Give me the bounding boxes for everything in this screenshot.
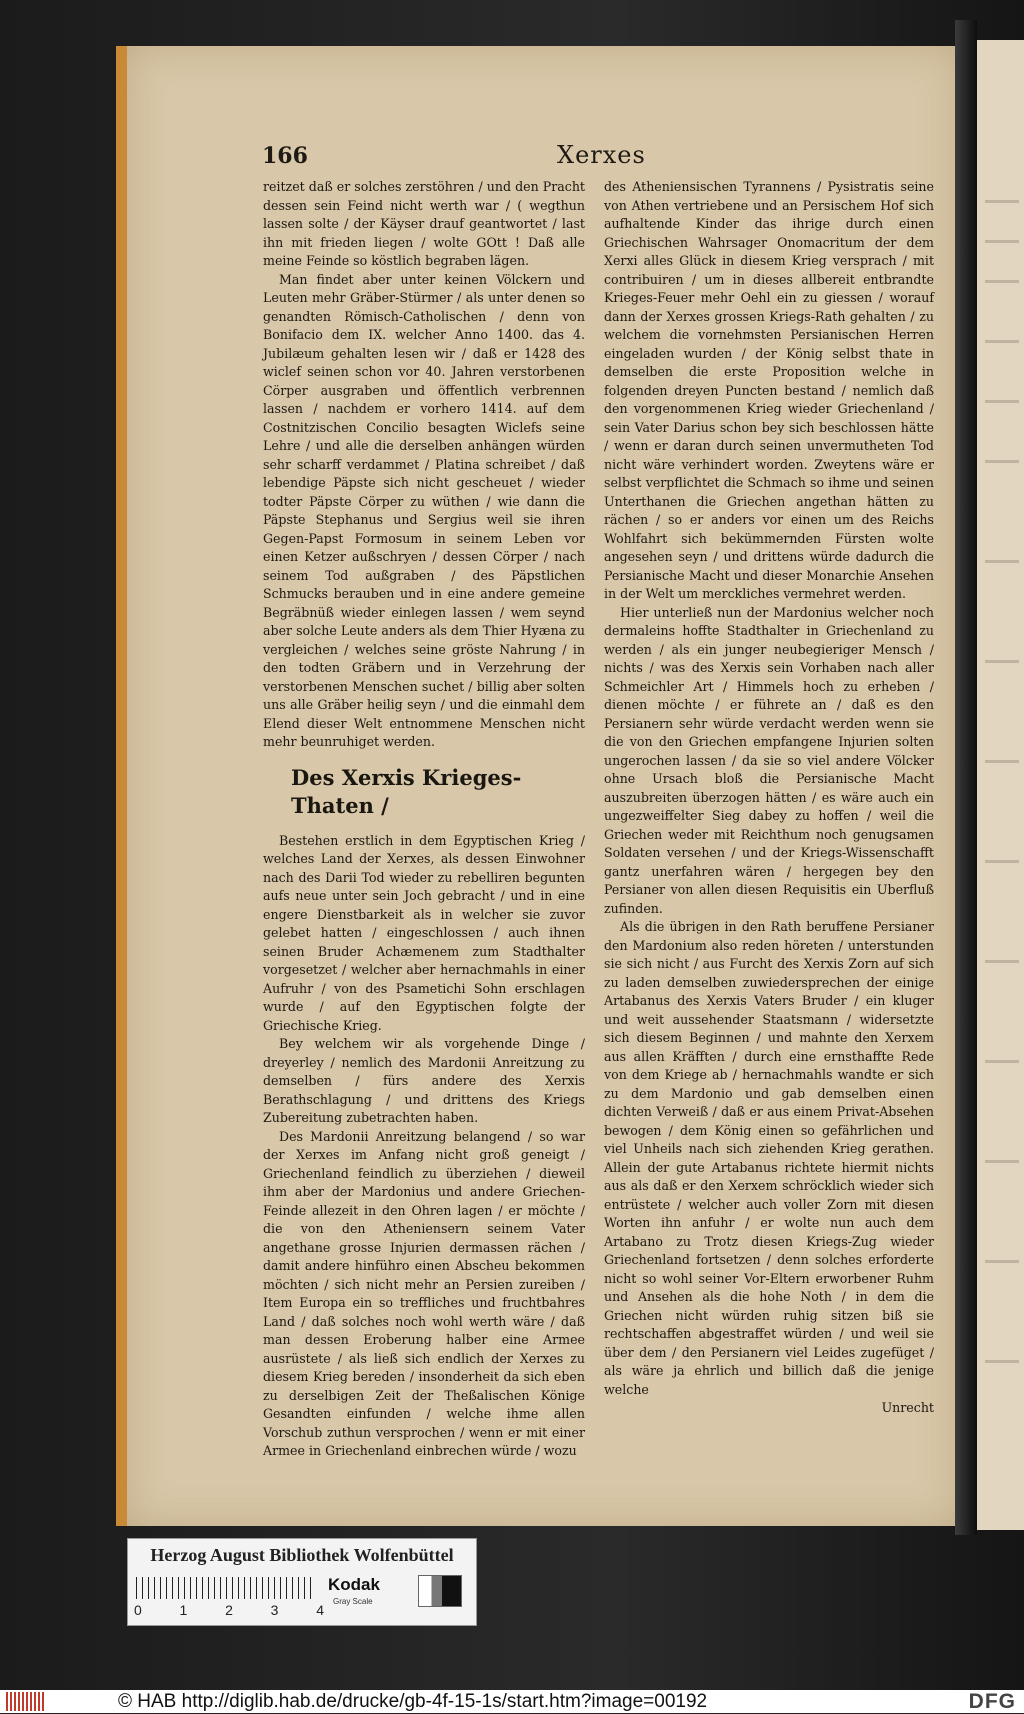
- running-title: Xerxes: [557, 141, 646, 169]
- measurement-ruler: [136, 1577, 316, 1599]
- color-calibration-card: [127, 1538, 477, 1626]
- ruler-number: 4: [316, 1602, 324, 1618]
- paragraph: reitzet daß er solches zerstöhren / und den Pracht dessen sein Feind nicht werth war / ( wegthun lassen solte / der Käyser drauf geantwortet / last ihn mit frieden liegen / wolte GOtt ! Daß alle meine Feinde so köstlich begraben lägen.: [263, 179, 585, 268]
- right-column: [604, 178, 934, 1418]
- hab-logo-icon: [6, 1692, 44, 1711]
- paragraph: Hier unterließ nun der Mardonius welcher noch dermaleins hoffte Stadthalter in Griechenland zu werden / als ein junger neubegieriger Mensch / nichts / was des Xerxis sein Vorhaben nach aller Schmeichler Art / Himmels hoch zu erheben / dienen möchte / er führete an / daß es den Persianern sehr würde verdacht werden wenn sie die von den Griechen empfangene Injurien solten ungerochen lassen / da sie so viel andere Völcker ohne Ursach bloß die Persianische Macht auszubreiten überzogen hätten / es wäre auch ein ungezweiffelter Sieg dabey zu hoffen / weil die Griechen weder mit Reichthum noch genugsamen Soldaten versehen / und der Kriegs-Wissenschafft gantz unerfahren wären / hergegen bey den Persianer von allen diesen Requisitis ein Uberfluß zufinden.: [604, 604, 934, 916]
- ruler-scale: [134, 1602, 324, 1618]
- book-gutter: [955, 20, 977, 1535]
- paragraph: Bestehen erstlich in dem Egyptischen Krieg / welches Land der Xerxes, als dessen Einwohner nach des Darii Tod wieder zu rebelliren begunten aufs neue unter sein Joch gebracht / und in eine engere Dienstbarkeit als in welcher sie zuvor gelebet hatten / eingeschlossen / auch ihnen seinen Bruder Achæmenem zum Stadthalter vorgesetzet / welcher aber hernachmahls in einer Aufruhr / von des Psametichi Sohn erschlagen wurde / auf den Egyptischen folgte der Griechische Krieg.: [263, 832, 585, 1033]
- copyright-url[interactable]: © HAB http://diglib.hab.de/drucke/gb-4f-15-1s/start.htm?image=00192: [118, 1691, 708, 1712]
- paragraph: Man findet aber unter keinen Völckern und Leuten mehr Gräber-Stürmer / als unter denen so genandten Römisch-Catholischen / denn von Bonifacio dem IX. welcher Anno 1400. das 4. Jubilæum gehalten lesen wir / daß er 1428 des wiclef seinen schon vor 40. Jahren verstorbenen Cörper ausgraben und öffentlich verbrennen lassen / nachdem er vorhero 1414. auf dem Costnitzischen Concilio besagten Wiclefs seine Lehre / und alle die derselben anhängen würden sehr scharff verdammet / Platina schreibet / daß lebendige Päpste sich nicht gescheuet / wieder todter Päpste Cörper zu wüthen / wie dann die Päpste Stephanus und Sergius weil sie ihren Gegen-Papst Formosum in seinem Leben vor einen Ketzer außschryen / dessen Cörper / nach seinem Tod außgraben / des Päpstlichen Schmucks berauben und in eine andere gemeine Begräbnüß wieder einlegen lassen / wem seynd aber solche Leute anders als dem Thier Hyæna zu vergleichen / welches seine gröste Nahrung / in den todten Gräbern und in Verzehrung der verstorbenen Menschen suchet / billig aber solten uns alle Gräber heilig seyn / und die einmahl dem Elend dieser Welt entnommene Menschen nicht mehr beunruhiget werden.: [263, 271, 585, 749]
- kodak-logo: Kodak: [328, 1575, 380, 1594]
- left-column: [263, 178, 585, 1461]
- paragraph: Bey welchem wir als vorgehende Dinge / dreyerley / nemlich des Mardonii Anreitzung zu demselben / fürs andere des Xerxis Berathschlagung / und drittens des Kriegs Zubereitung zubetrachten haben.: [263, 1036, 585, 1125]
- gray-patch: [418, 1575, 462, 1607]
- page-header: [262, 143, 952, 175]
- footer-bar: [0, 1690, 1024, 1713]
- grayscale-label: Gray Scale: [333, 1597, 373, 1606]
- paragraph: Als die übrigen in den Rath beruffene Persianer den Mardonium also reden höreten / unterstunden sie sich nicht / aus Furcht des Xerxis Zorn auf sich zu laden demselben zuwiedersprechen der einige Artabanus des Xerxis Vaters Bruder / ein kluger und weit aussehender Staatsmann / widersetzte sich diesem Beginnen / und mahnte den Xerxem aus allen Kräfften / durch eine ernsthaffte Rede von dem Kriege ab / hernachmahls wandte er sich zu dem Mardonio und gab demselben einen dichten Verweiß / daß er aus einem Privat-Absehen bewogen / dem König einen so gefährlichen und viel Unheils nach sich ziehenden Krieg gerathen. Allein der gute Artabanus richtete hiermit nichts aus als daß er den Xerxem schröcklich wieder sich entrüstete / welcher auch voller Zorn mit diesen Worten ihn anfuhr / er wolte nun auch dem Artabano zu Trotz diesen Kriegs-Zug wieder Griechenland fortsetzen / denn solches erforderte nicht so wohl seiner Vor-Eltern erworbener Ruhm und Ansehen als die hohe Noth / in dem die Griechen nicht würden ruhig sitzen biß sie rechtschaffen abgestraffet würden / und weil sie über dem / den Persianern viel Leides zugefüget / als wäre ja ehrlich und billich daß die jenige welche: [604, 919, 934, 1397]
- page-number: 166: [262, 143, 308, 169]
- section-heading: Des Xerxis Krieges-Thaten /: [291, 764, 522, 818]
- ruler-number: 1: [179, 1602, 188, 1618]
- catchword: Unrecht: [881, 1400, 934, 1415]
- next-page-edge: [977, 40, 1024, 1530]
- paragraph: Des Mardonii Anreitzung belangend / so war der Xerxes im Anfang nicht groß geneigt / Griechenland feindlich zu überziehen / dieweil ihm aber der Mardonius und andere Griechen-Feinde allezeit in den Ohren lagen / er möchte / die von den Atheniensern seinem Vater angethane grosse Injurien dermassen rächen / damit andere hinführo einen Abscheu bekommen möchten / sich nicht mehr an Persien zureiben / Item Europa ein so treffliches und fruchtbahres Land / daß solches noch wohl werth wäre / daß man dessen Eroberung halber eine Armee ausrüstete / als ließ sich endlich der Xerxes zu diesem Krieg bereden / insonderheit da sich eben zu derselbigen Zeit der Theßalischen Könige Gesandten einfunden / welche ihme allen Vorschub zuthun versprochen / wenn er mit einer Armee in Griechenland einbrechen würde / wozu: [263, 1128, 585, 1458]
- ruler-number: 0: [134, 1602, 142, 1618]
- ruler-number: 2: [225, 1602, 233, 1618]
- dfg-logo: DFG: [968, 1690, 1016, 1713]
- paragraph: des Atheniensischen Tyrannens / Pysistratis seine von Athen vertriebene und an Persischem Hof sich aufhaltende Kinder das ihrige durch einen Griechischen Wahrsager Onomacritum der dem Xerxi alles Glück in diesem Krieg versprach / mit contribuiren / um in dieses allbereit entbrandte Krieges-Feuer mehr Oehl ein zu giessen / worauf dann der Xerxes grossen Kriegs-Rath gehalten / zu welchem die vornehmsten Persianischen Herren eingeladen wurden / der König selbst thate in demselben die erste Proposition welche in folgenden dreyen Puncten bestand / nemlich daß den vorgenommenen Krieg wieder Griechenland / sein Vater Darius schon bey sich beschlossen hätte / wenn er daran durch seinen unvermutheten Tod nicht wäre verhindert worden. Zweytens wäre er selbst verpflichtet die Schmach so ihme und seinen Unterthanen die Griechen angethan hätten zu rächen / so er anders vor einen um des Reichs Wohlfahrt sich bekümmernden Fürsten wolte angesehen seyn / und drittens würde dadurch die Persianische Macht und dieser Monarchie Ansehen in der Welt um merckliches vermehret werden.: [604, 179, 934, 601]
- ruler-number: 3: [270, 1602, 279, 1618]
- library-name: Herzog August Bibliothek Wolfenbüttel: [150, 1545, 454, 1565]
